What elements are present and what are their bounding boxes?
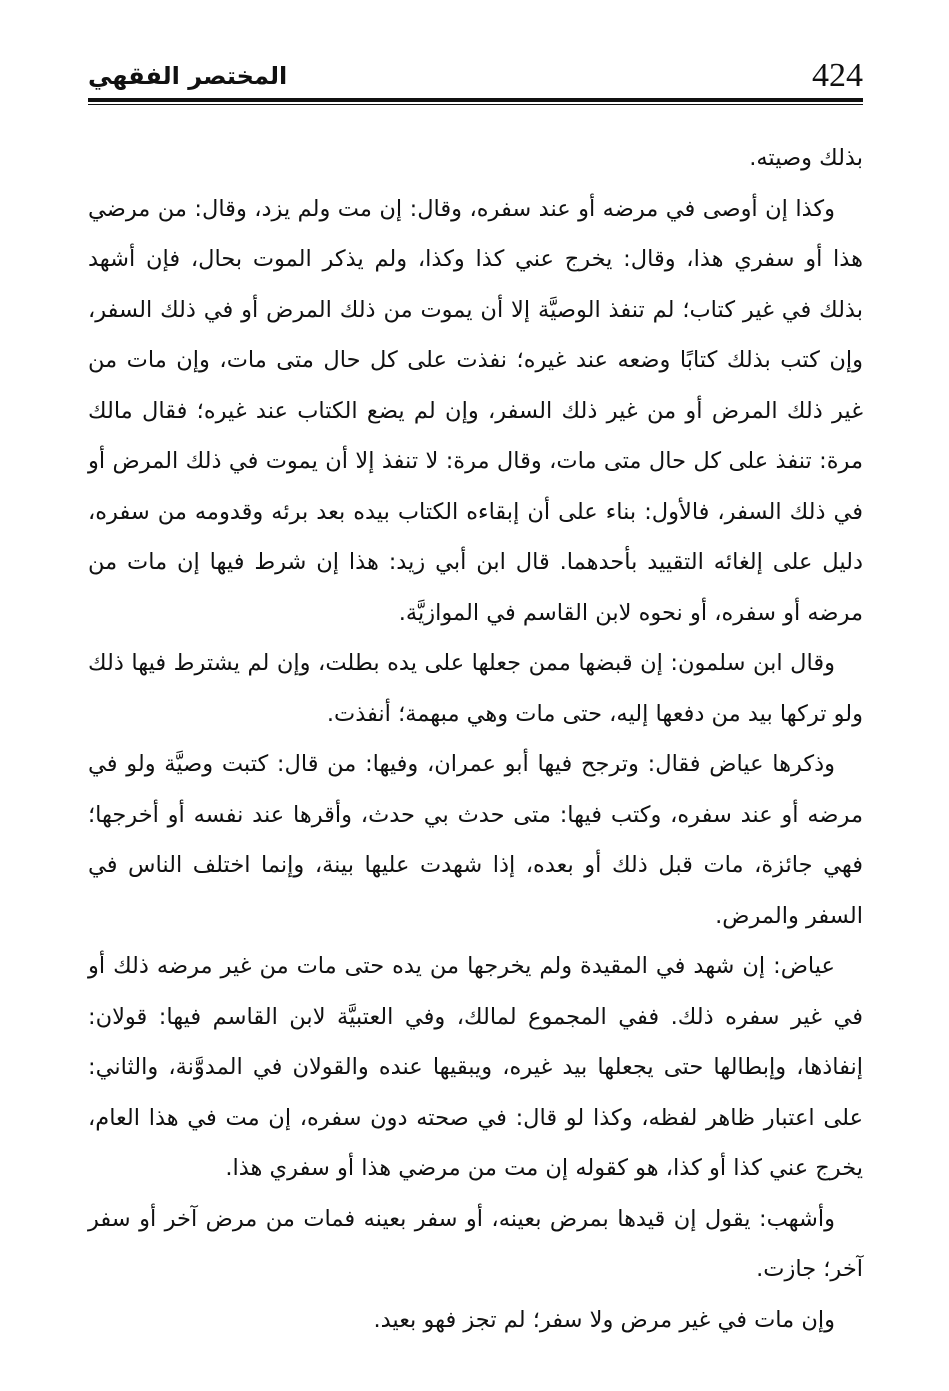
paragraph-4: وذكرها عياض فقال: وترجح فيها أبو عمران، وفيها: من قال: كتبت وصيَّة ولو في مرضه أو عند سفره، وكتب فيها: متى حدث بي حدث، وأقرها عند نفسه أو أخرجها؛ فهي جائزة، مات قبل ذلك أو بعده، إذا شهدت عليها بينة، وإنما اختلف الناس في السفر والمرض. [88,751,863,929]
running-title: المختصر الفقهي [88,62,288,90]
header-rule-thick [88,98,863,102]
page-body [88,133,863,1345]
header-rule-thin [88,104,863,105]
page-number: 424 [812,57,863,94]
paragraph-2: وكذا إن أوصى في مرضه أو عند سفره، وقال: إن مت ولم يزد، وقال: من مرضي هذا أو سفري هذا، وقال: يخرج عني كذا وكذا، ولم يذكر الموت بحال، فإن أشهد بذلك في غير كتاب؛ لم تنفذ الوصيَّة إلا أن يموت من ذلك المرض أو في ذلك السفر، وإن كتب بذلك كتابًا وضعه عند غيره؛ نفذت على كل حال متى مات، وإن مات من غير ذلك المرض أو من غير ذلك السفر، وإن لم يضع الكتاب عند غيره؛ فقال مالك مرة: تنفذ على كل حال متى مات، وقال مرة: لا تنفذ إلا أن يموت في ذلك المرض أو في ذلك السفر، فالأول: بناء على أن إبقاءه الكتاب بيده بعد برئه وقدومه من سفره، دليل على إلغائه التقييد بأحدهما. قال ابن أبي زيد: هذا إن شرط فيها إن مات من مرضه أو سفره، أو نحوه لابن القاسم في الموازيَّة. [88,195,863,626]
paragraph-1: بذلك وصيته. [749,145,863,171]
paragraph-5: عياض: إن شهد في المقيدة ولم يخرجها من يده حتى مات من غير مرضه ذلك أو في غير سفره ذلك. ففي المجموع لمالك، وفي العتبيَّة لابن القاسم فيها: قولان: إنفاذها، وإبطالها حتى يجعلها بيد غيره، ويبقيها عنده والقولان في المدوَّنة، والثاني: على اعتبار ظاهر لفظه، وكذا لو قال: في صحته دون سفره، إن مت في هذا العام، يخرج عني كذا أو كذا، هو كقوله إن مت من مرضي هذا أو سفري هذا. [88,953,863,1181]
paragraph-6: وأشهب: يقول إن قيدها بمرض بعينه، أو سفر بعينه فمات من مرض آخر أو سفر آخر؛ جازت. [88,1205,863,1282]
paragraph-7: وإن مات في غير مرض ولا سفر؛ لم تجز فهو بعيد. [373,1306,835,1333]
paragraph-3: وقال ابن سلمون: إن قبضها ممن جعلها على يده بطلت، وإن لم يشترط فيها ذلك ولو تركها بيد من دفعها إليه، حتى مات وهي مبهمة؛ أنفذت. [88,650,863,727]
page-header [88,52,863,102]
